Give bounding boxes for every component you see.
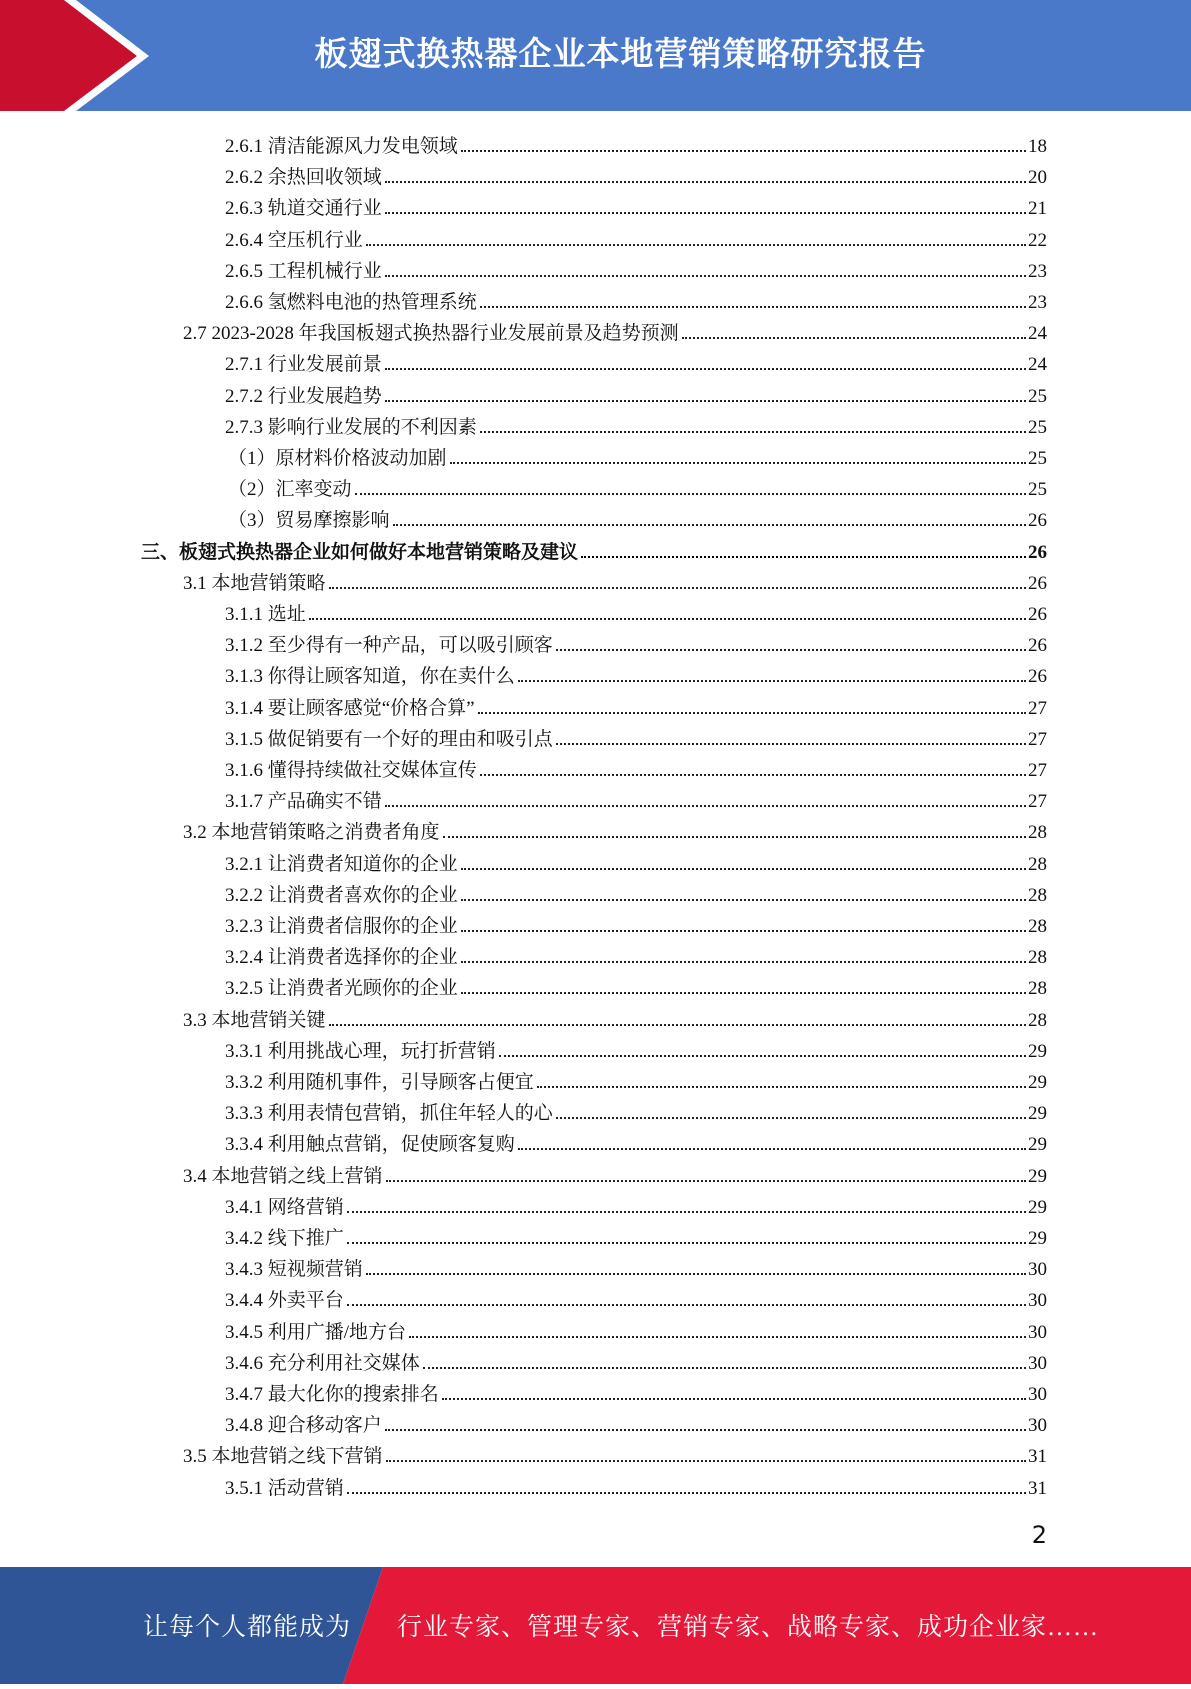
toc-entry[interactable]: [225, 1125, 1047, 1156]
toc-entry-page: 26: [1028, 572, 1047, 594]
toc-entry-label: 3.4.5 利用广播/地方台: [225, 1321, 407, 1343]
toc-entry[interactable]: [225, 626, 1047, 657]
toc-dot-leader: [556, 742, 1026, 745]
toc-dot-leader: [478, 711, 1026, 714]
toc-entry[interactable]: [141, 533, 1047, 564]
toc-entry[interactable]: [225, 751, 1047, 782]
toc-dot-leader: [385, 211, 1026, 214]
toc-entry[interactable]: [225, 252, 1047, 283]
toc-entry-page: 28: [1028, 853, 1047, 875]
toc-dot-leader: [347, 1241, 1026, 1244]
toc-dot-leader: [461, 867, 1026, 870]
toc-entry-page: 24: [1028, 354, 1047, 376]
toc-entry-page: 28: [1028, 1009, 1047, 1031]
toc-dot-leader: [480, 305, 1026, 308]
toc-entry[interactable]: [225, 127, 1047, 158]
toc-entry-label: 2.7.1 行业发展前景: [225, 354, 382, 376]
toc-dot-leader: [366, 243, 1026, 246]
toc-entry-page: 25: [1028, 448, 1047, 469]
toc-dot-leader: [393, 523, 1026, 526]
toc-entry-label: （3）贸易摩擦影响: [228, 510, 390, 532]
toc-entry-page: 24: [1028, 323, 1047, 345]
toc-entry-page: 28: [1028, 916, 1047, 937]
toc-entry-label: 3.4.6 充分利用社交媒体: [225, 1352, 420, 1374]
toc-dot-leader: [461, 149, 1026, 152]
toc-entry-label: 3.4.7 最大化你的搜索排名: [225, 1384, 439, 1405]
toc-entry[interactable]: [225, 845, 1047, 876]
toc-dot-leader: [461, 929, 1026, 932]
toc-entry[interactable]: [228, 470, 1047, 501]
toc-entry-label: 3.3.1 利用挑战心理，玩打折营销: [225, 1040, 496, 1062]
toc-entry[interactable]: [183, 1437, 1047, 1468]
toc-entry-label: 3.4.1 网络营销: [225, 1196, 344, 1218]
toc-entry[interactable]: [228, 501, 1047, 532]
toc-entry[interactable]: [228, 439, 1047, 470]
toc-entry[interactable]: [225, 1094, 1047, 1125]
toc-entry-page: 29: [1028, 1165, 1047, 1187]
toc-entry-label: 3.1.6 懂得持续做社交媒体宣传: [225, 760, 477, 781]
toc-entry-page: 23: [1028, 292, 1047, 313]
toc-dot-leader: [355, 492, 1026, 495]
toc-entry-page: 29: [1028, 1196, 1047, 1218]
toc-dot-leader: [480, 773, 1026, 776]
toc-entry-page: 29: [1028, 1072, 1047, 1093]
toc-entry-page: 25: [1028, 416, 1047, 438]
toc-entry-page: 30: [1028, 1384, 1047, 1405]
toc-entry-label: 3.1 本地营销策略: [183, 572, 326, 594]
toc-entry[interactable]: [183, 1001, 1047, 1032]
toc-entry-label: 3.2 本地营销策略之消费者角度: [183, 822, 440, 844]
toc-entry-label: 2.6.4 空压机行业: [225, 229, 363, 251]
toc-entry-label: 3.2.3 让消费者信服你的企业: [225, 916, 458, 937]
toc-entry-page: 28: [1028, 978, 1047, 1000]
toc-entry-label: 3.1.1 选址: [225, 604, 306, 625]
toc-entry-page: 27: [1028, 697, 1047, 719]
toc-dot-leader: [518, 1147, 1026, 1150]
toc-entry[interactable]: [225, 1032, 1047, 1063]
toc-entry-label: 3.3 本地营销关键: [183, 1009, 326, 1031]
toc-entry[interactable]: [183, 813, 1047, 844]
toc-entry[interactable]: [183, 1157, 1047, 1188]
toc-dot-leader: [386, 1179, 1026, 1182]
toc-entry-page: 26: [1028, 510, 1047, 532]
toc-entry[interactable]: [225, 657, 1047, 688]
toc-dot-leader: [480, 430, 1026, 433]
toc-entry-label: 3.2.5 让消费者光顾你的企业: [225, 978, 458, 1000]
footer-slogan-left: 让每个人都能成为: [143, 1614, 352, 1641]
toc-entry-label: 3.2.4 让消费者选择你的企业: [225, 947, 458, 969]
toc-entry-label: 三、板翅式换热器企业如何做好本地营销策略及建议: [141, 541, 579, 563]
toc-entry[interactable]: [225, 221, 1047, 252]
toc-entry[interactable]: [183, 564, 1047, 595]
toc-entry-label: 3.5.1 活动营销: [225, 1477, 344, 1499]
toc-entry-label: 3.2.2 让消费者喜欢你的企业: [225, 884, 458, 906]
toc-entry-page: 28: [1028, 822, 1047, 844]
page-footer: [0, 1567, 1191, 1684]
toc-entry-label: 2.6.5 工程机械行业: [225, 260, 382, 282]
toc-entry[interactable]: [225, 1063, 1047, 1094]
toc-dot-leader: [409, 1335, 1026, 1338]
toc-entry-label: 3.1.3 你得让顾客知道，你在卖什么: [225, 666, 515, 688]
toc-entry-page: 29: [1028, 1228, 1047, 1249]
toc-dot-leader: [386, 1459, 1026, 1462]
toc-dot-leader: [461, 898, 1026, 901]
toc-dot-leader: [450, 461, 1026, 464]
toc-dot-leader: [366, 1272, 1026, 1275]
toc-entry[interactable]: [225, 876, 1047, 907]
toc-entry-page: 23: [1028, 260, 1047, 282]
toc-entry-page: 30: [1028, 1321, 1047, 1343]
toc-dot-leader: [309, 617, 1026, 620]
toc-entry-page: 31: [1028, 1446, 1047, 1468]
toc-entry[interactable]: [225, 1219, 1047, 1250]
toc-entry-label: 2.7.2 行业发展趋势: [225, 385, 382, 407]
toc-entry[interactable]: [225, 1188, 1047, 1219]
toc-entry[interactable]: [225, 1406, 1047, 1437]
toc-entry-label: 3.1.5 做促销要有一个好的理由和吸引点: [225, 728, 553, 750]
toc-dot-leader: [347, 1303, 1026, 1306]
toc-entry[interactable]: [225, 345, 1047, 376]
toc-dot-leader: [581, 555, 1026, 558]
toc-dot-leader: [682, 336, 1026, 339]
toc-entry-page: 30: [1028, 1290, 1047, 1312]
toc-entry[interactable]: [225, 595, 1047, 626]
page-header: [0, 0, 1191, 111]
toc-entry[interactable]: [225, 782, 1047, 813]
toc-dot-leader: [461, 960, 1026, 963]
toc-entry-label: 3.4.4 外卖平台: [225, 1290, 344, 1312]
toc-dot-leader: [347, 1491, 1026, 1494]
toc-entry-page: 27: [1028, 791, 1047, 813]
toc-entry-page: 30: [1028, 1352, 1047, 1374]
toc-entry-page: 26: [1028, 635, 1047, 657]
toc-entry-label: 3.4.8 迎合移动客户: [225, 1415, 382, 1437]
toc-entry[interactable]: [183, 314, 1047, 345]
toc-entry[interactable]: [225, 408, 1047, 439]
toc-entry[interactable]: [225, 1281, 1047, 1312]
toc-entry-page: 22: [1028, 229, 1047, 251]
toc-entry-label: 2.6.2 余热回收领域: [225, 167, 382, 189]
toc-dot-leader: [442, 1397, 1026, 1400]
toc-entry-label: 2.6.3 轨道交通行业: [225, 198, 382, 220]
toc-entry[interactable]: [225, 1344, 1047, 1375]
toc-dot-leader: [443, 835, 1026, 838]
toc-dot-leader: [385, 1428, 1026, 1431]
toc-entry-page: 18: [1028, 136, 1047, 157]
toc-entry-label: 2.7.3 影响行业发展的不利因素: [225, 416, 477, 438]
toc-entry-page: 28: [1028, 884, 1047, 906]
toc-entry-label: 2.6.1 清洁能源风力发电领域: [225, 136, 458, 157]
toc-dot-leader: [518, 679, 1026, 682]
toc-entry-label: 3.5 本地营销之线下营销: [183, 1446, 383, 1468]
toc-entry-page: 29: [1028, 1103, 1047, 1125]
toc-entry-page: 27: [1028, 728, 1047, 750]
toc-dot-leader: [385, 804, 1026, 807]
toc-entry-label: 2.6.6 氢燃料电池的热管理系统: [225, 292, 477, 313]
toc-entry-page: 30: [1028, 1259, 1047, 1281]
footer-slogan-right: 行业专家、管理专家、营销专家、战略专家、成功企业家……: [397, 1614, 1100, 1641]
toc-entry[interactable]: [225, 283, 1047, 314]
report-title: 板翅式换热器企业本地营销策略研究报告: [314, 34, 927, 73]
toc-entry[interactable]: [225, 720, 1047, 751]
toc-entry[interactable]: [225, 158, 1047, 189]
toc-entry-page: 30: [1028, 1415, 1047, 1437]
toc-dot-leader: [385, 367, 1026, 370]
toc-entry-label: 3.1.2 至少得有一种产品，可以吸引顾客: [225, 635, 553, 657]
toc-entry-label: 3.3.4 利用触点营销，促使顾客复购: [225, 1134, 515, 1156]
toc-entry[interactable]: [225, 689, 1047, 720]
toc-entry-label: 3.4.3 短视频营销: [225, 1259, 363, 1281]
toc-entry-page: 21: [1028, 198, 1047, 220]
toc-entry-label: 2.7 2023-2028 年我国板翅式换热器行业发展前景及趋势预测: [183, 323, 679, 345]
toc-dot-leader: [556, 648, 1026, 651]
toc-entry-label: 3.3.2 利用随机事件，引导顾客占便宜: [225, 1072, 534, 1093]
toc-entry-label: 3.2.1 让消费者知道你的企业: [225, 853, 458, 875]
toc-dot-leader: [385, 180, 1026, 183]
toc-entry-label: 3.3.3 利用表情包营销，抓住年轻人的心: [225, 1103, 553, 1125]
toc-entry[interactable]: [225, 1469, 1047, 1500]
toc-entry[interactable]: [225, 938, 1047, 969]
toc-dot-leader: [461, 991, 1026, 994]
toc-entry[interactable]: [225, 969, 1047, 1000]
toc-entry-page: 31: [1028, 1477, 1047, 1499]
toc-dot-leader: [329, 1023, 1026, 1026]
toc-entry-page: 20: [1028, 167, 1047, 189]
toc-entry-label: （2）汇率变动: [228, 479, 352, 501]
toc-entry-label: 3.4 本地营销之线上营销: [183, 1165, 383, 1187]
toc-dot-leader: [347, 1210, 1026, 1213]
toc-entry-label: 3.1.4 要让顾客感觉“价格合算”: [225, 697, 475, 719]
toc-entry[interactable]: [225, 377, 1047, 408]
toc-entry-page: 28: [1028, 947, 1047, 969]
page-number: 2: [1031, 1521, 1047, 1549]
toc-entry-page: 25: [1028, 385, 1047, 407]
toc-dot-leader: [423, 1366, 1026, 1369]
toc-dot-leader: [556, 1116, 1026, 1119]
toc-entry[interactable]: [225, 189, 1047, 220]
toc-entry[interactable]: [225, 1313, 1047, 1344]
toc-entry-label: 3.4.2 线下推广: [225, 1228, 344, 1249]
toc-dot-leader: [385, 274, 1026, 277]
toc-entry-page: 26: [1028, 541, 1047, 563]
toc-entry-page: 25: [1028, 479, 1047, 501]
toc-entry-page: 26: [1028, 604, 1047, 625]
toc-entry-page: 27: [1028, 760, 1047, 781]
toc-entry[interactable]: [225, 907, 1047, 938]
toc-entry-page: 29: [1028, 1040, 1047, 1062]
toc-dot-leader: [537, 1085, 1026, 1088]
toc-dot-leader: [499, 1054, 1026, 1057]
toc-dot-leader: [329, 586, 1026, 589]
toc-entry[interactable]: [225, 1375, 1047, 1406]
toc-entry-page: 26: [1028, 666, 1047, 688]
toc-entry[interactable]: [225, 1250, 1047, 1281]
toc-entry-label: 3.1.7 产品确实不错: [225, 791, 382, 813]
toc-dot-leader: [385, 399, 1026, 402]
toc-entry-page: 29: [1028, 1134, 1047, 1156]
toc-entry-label: （1）原材料价格波动加剧: [228, 448, 447, 469]
